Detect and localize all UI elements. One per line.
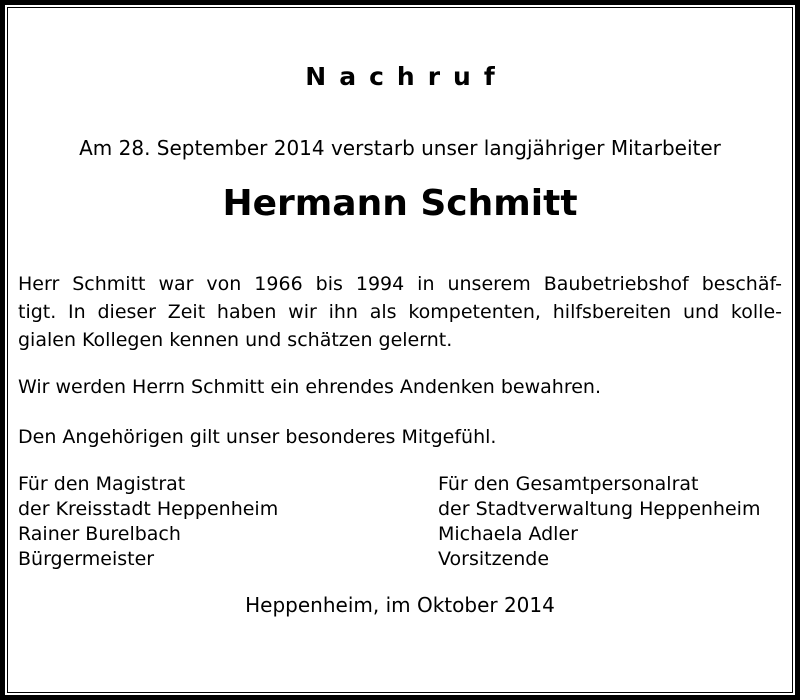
intro-line: Am 28. September 2014 verstarb unser langjähriger Mitarbeiter — [79, 136, 721, 160]
signature-block — [18, 472, 782, 572]
condolence-line: Den Angehörigen gilt unser besonderes Mitgefühl. — [18, 426, 497, 448]
body-line-3: gialen Kollegen kennen und schätzen gelernt. — [18, 329, 453, 351]
body-line-2: tigt. In dieser Zeit haben wir ihn als kompetenten, hilfsbereiten und kolle- — [18, 301, 782, 323]
obituary-title: Nachruf — [305, 62, 508, 91]
signature-left-organization: Für den Magistrat — [18, 473, 186, 495]
signature-right-person: Michaela Adler — [438, 523, 578, 545]
body-paragraph — [18, 270, 782, 354]
signature-right-organization-line2: der Stadtverwaltung Heppenheim — [438, 498, 761, 520]
obituary-content — [7, 7, 793, 693]
signature-left-person: Rainer Burelbach — [18, 523, 181, 545]
deceased-name: Hermann Schmitt — [222, 183, 578, 224]
signature-right-organization: Für den Gesamtpersonalrat — [438, 473, 699, 495]
closing-line: Heppenheim, im Oktober 2014 — [245, 593, 555, 617]
body-line-1: Herr Schmitt war von 1966 bis 1994 in unserem Baubetriebshof beschäf- — [18, 273, 782, 295]
remembrance-line: Wir werden Herrn Schmitt ein ehrendes Andenken bewahren. — [18, 376, 601, 398]
signature-right-role: Vorsitzende — [438, 548, 550, 570]
signature-left-organization-line2: der Kreisstadt Heppenheim — [18, 498, 279, 520]
signature-right-column — [438, 472, 782, 572]
signature-left-column — [18, 472, 438, 572]
signature-left-role: Bürgermeister — [18, 548, 155, 570]
